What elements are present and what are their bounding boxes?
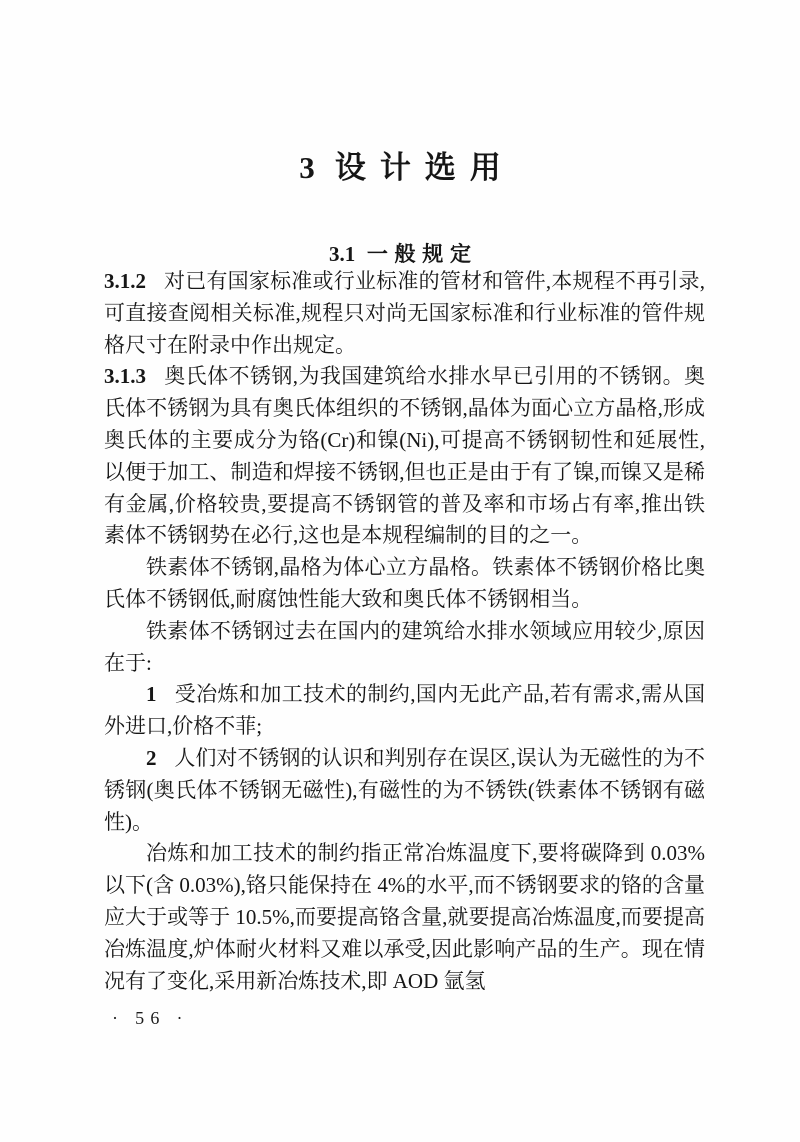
item-number: 1: [146, 682, 157, 707]
section-heading: [0, 238, 800, 268]
clause-number: 3.1.3: [104, 364, 146, 389]
paragraph-text: 冶炼和加工技术的制约指正常冶炼温度下,要将碳降到 0.03%以下(含 0.03%),铬只能保持在 4%的水平,而不锈钢要求的铬的含量应大于或等于 10.5%,而要提高铬含量,就要提高冶炼温度,而要提高冶炼温度,炉体耐火材料又难以承受,因此影响产品的生产。现在情况有了变化,采用新冶炼技术,即 AOD 氩氢: [104, 841, 705, 993]
section-title-text: 一般规定: [366, 242, 478, 267]
clause-text: 奥氏体不锈钢,为我国建筑给水排水早已引用的不锈钢。奥氏体不锈钢为具有奥氏体组织的不锈钢,晶体为面心立方晶格,形成奥氏体的主要成分为铬(Cr)和镍(Ni),可提高不锈钢韧性和延展性,以便于加工、制造和焊接不锈钢,但也正是由于有了镍,而镍又是稀有金属,价格较贵,要提高不锈钢管的普及率和市场占有率,推出铁素体不锈钢势在必行,这也是本规程编制的目的之一。: [104, 364, 705, 548]
list-item-paragraph-2: [104, 743, 705, 838]
chapter-number: 3: [299, 149, 315, 185]
body-paragraph: [104, 552, 705, 616]
body-paragraph: [104, 838, 705, 997]
body-paragraph: [104, 616, 705, 680]
paragraph-text: 受冶炼和加工技术的制约,国内无此产品,若有需求,需从国外进口,价格不菲;: [104, 682, 705, 739]
body-text: [104, 266, 705, 997]
paragraph-text: 铁素体不锈钢,晶格为体心立方晶格。铁素体不锈钢价格比奥氏体不锈钢低,耐腐蚀性能大致和奥氏体不锈钢相当。: [104, 555, 705, 611]
chapter-title-text: 设计选用: [334, 149, 515, 185]
clause-paragraph-3-1-3: [104, 361, 705, 552]
page-number: · 56 ·: [112, 1008, 189, 1028]
clause-paragraph-3-1-2: [104, 266, 705, 361]
chapter-title: [0, 142, 800, 187]
item-number: 2: [146, 745, 157, 770]
paragraph-text: 铁素体不锈钢过去在国内的建筑给水排水领域应用较少,原因在于:: [104, 618, 705, 675]
clause-number: 3.1.2: [104, 269, 146, 293]
paragraph-text: 人们对不锈钢的认识和判别存在误区,误认为无磁性的为不锈钢(奥氏体不锈钢无磁性),有磁性的为不锈铁(铁素体不锈钢有磁性)。: [104, 745, 705, 834]
section-number: 3.1: [329, 242, 356, 267]
list-item-paragraph-1: [104, 679, 705, 743]
clause-text: 对已有国家标准或行业标准的管材和管件,本规程不再引录,可直接查阅相关标准,规程只对尚无国家标准和行业标准的管件规格尺寸在附录中作出规定。: [104, 269, 705, 357]
